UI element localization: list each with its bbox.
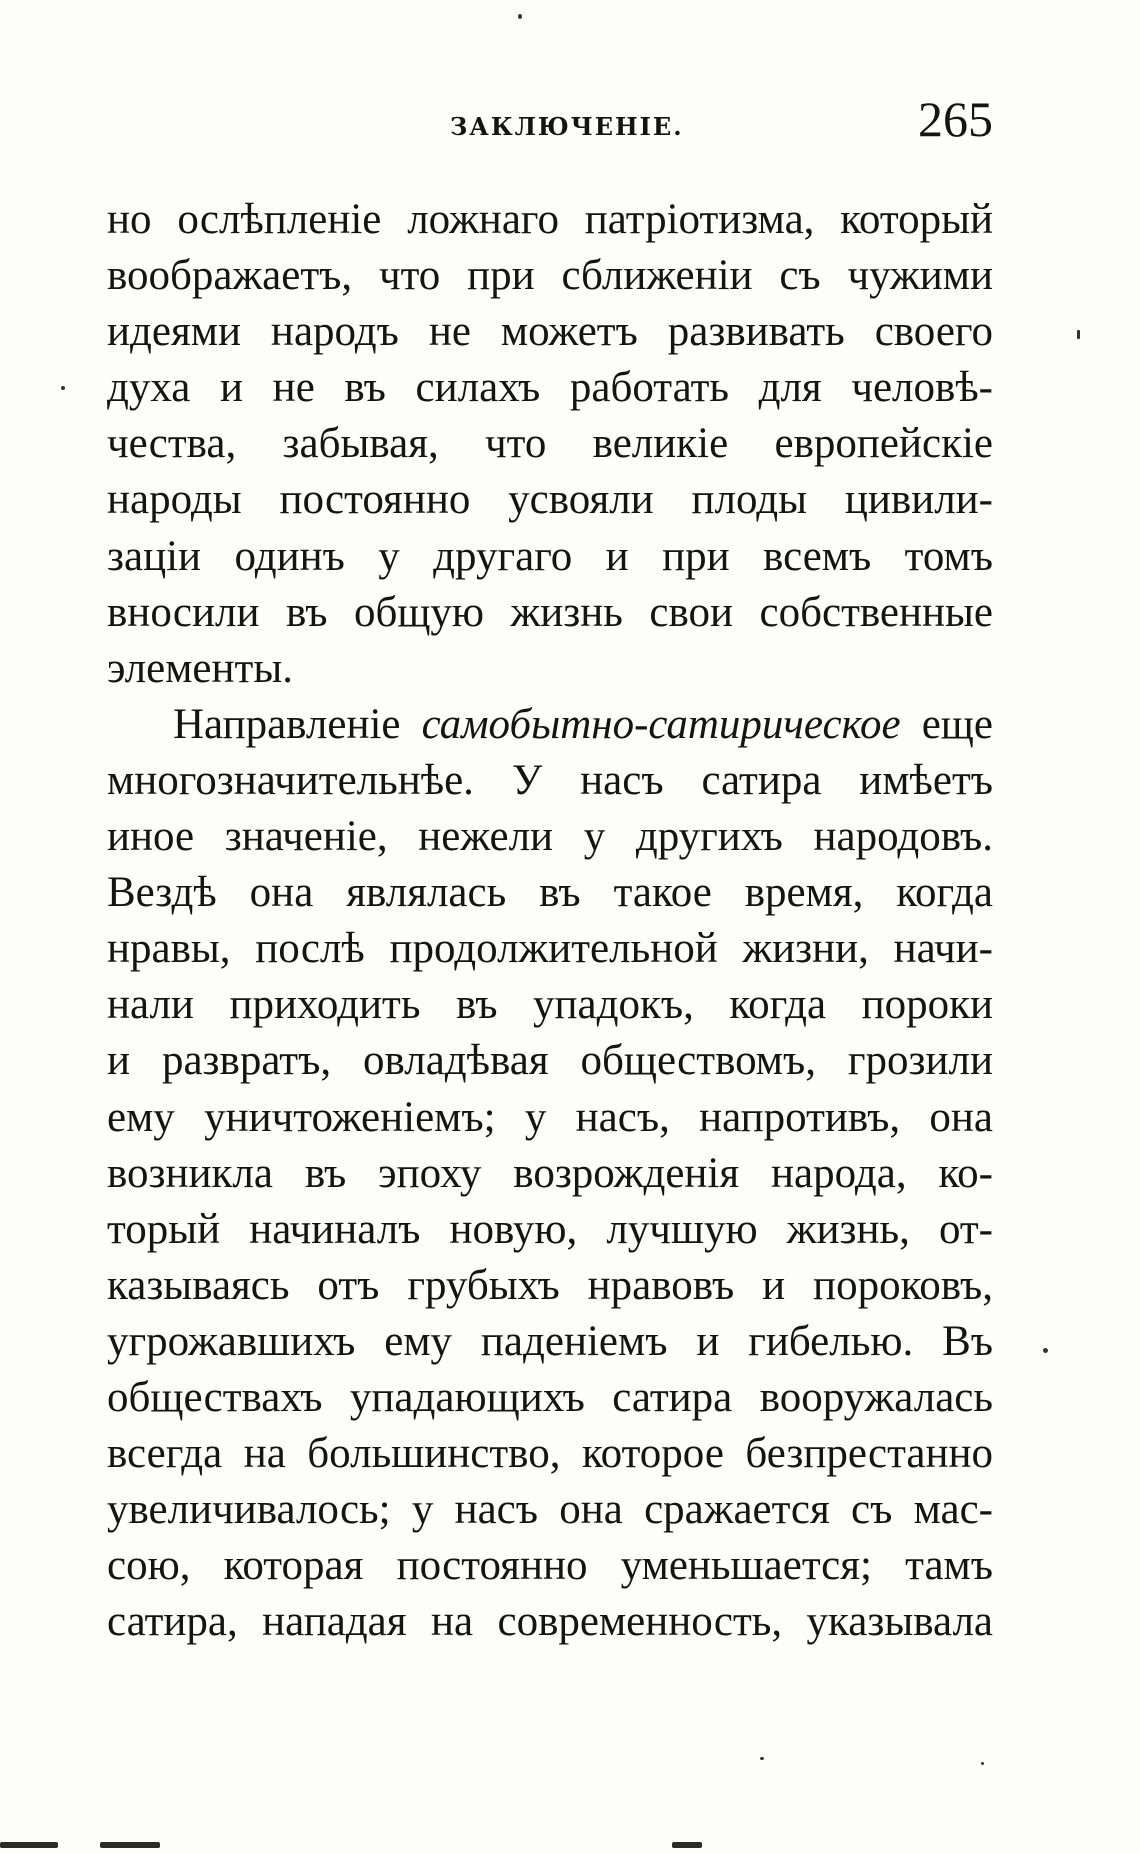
- scan-speck: [981, 1762, 984, 1765]
- text-run: еще: [900, 700, 993, 748]
- paragraph-end-line: элементы.: [107, 644, 293, 692]
- text-line: ему уничтоженіемъ; у насъ, напротивъ, она: [107, 1093, 993, 1141]
- scan-speck: [760, 1757, 764, 1760]
- text-line: увеличивалось; у насъ она сражается съ мас-: [107, 1486, 993, 1534]
- text-line: духа и не въ силахъ работать для человѣ-: [107, 364, 993, 412]
- bottom-edge-smudge: [0, 1842, 58, 1848]
- body-text: [107, 192, 993, 1650]
- text-line: обществахъ упадающихъ сатира вооружалась: [107, 1373, 993, 1421]
- text-line: народы постоянно усвояли плоды цивили-: [107, 476, 993, 524]
- bottom-edge-smudge: [100, 1842, 160, 1848]
- text-line: чества, забывая, что великіе европейскіе: [107, 420, 993, 468]
- paragraph-start-line: [107, 697, 993, 753]
- text-line: возникла въ эпоху возрожденія народа, ко-: [107, 1149, 993, 1197]
- text-line: сою, которая постоянно уменьшается; тамъ: [107, 1542, 993, 1590]
- text-line: угрожавшихъ ему паденіемъ и гибелью. Въ: [107, 1317, 993, 1365]
- text-line: но ослѣпленіе ложнаго патріотизма, который: [107, 196, 993, 243]
- page-number: 265: [918, 91, 993, 147]
- italic-phrase: самобытно-сатирическое: [421, 700, 901, 748]
- scan-speck: [61, 386, 65, 390]
- text-line: Вездѣ она являлась въ такое время, когда: [107, 869, 993, 917]
- text-line: вносили въ общую жизнь свои собственные: [107, 588, 993, 636]
- text-line: нали приходить въ упадокъ, когда пороки: [107, 981, 993, 1029]
- text-run: Направленіе: [173, 700, 422, 748]
- running-head: [107, 91, 993, 154]
- scan-speck: [518, 14, 522, 19]
- text-line: казываясь отъ грубыхъ нравовъ и пороковъ,: [107, 1261, 993, 1309]
- text-line: идеями народъ не можетъ развивать своего: [107, 308, 993, 356]
- text-line: многозначительнѣе. У насъ сатира имѣетъ: [107, 756, 993, 804]
- text-line: воображаетъ, что при сближеніи съ чужими: [107, 252, 993, 300]
- text-line: торый начиналъ новую, лучшую жизнь, от-: [107, 1205, 993, 1253]
- running-title: ЗАКЛЮЧЕНІЕ.: [450, 112, 684, 141]
- text-line: нравы, послѣ продолжительной жизни, начи-: [107, 925, 993, 973]
- scan-speck: [1077, 330, 1080, 339]
- text-line: заціи одинъ у другаго и при всемъ томъ: [107, 532, 993, 580]
- text-line: и развратъ, овладѣвая обществомъ, грозили: [107, 1037, 993, 1085]
- text-line: сатира, нападая на современность, указывала: [107, 1598, 993, 1646]
- scan-speck: [1043, 1348, 1048, 1353]
- text-line: иное значеніе, нежели у другихъ народовъ.: [107, 813, 993, 861]
- text-line: всегда на большинство, которое безпрестанно: [107, 1430, 993, 1478]
- bottom-edge-smudge: [672, 1842, 702, 1848]
